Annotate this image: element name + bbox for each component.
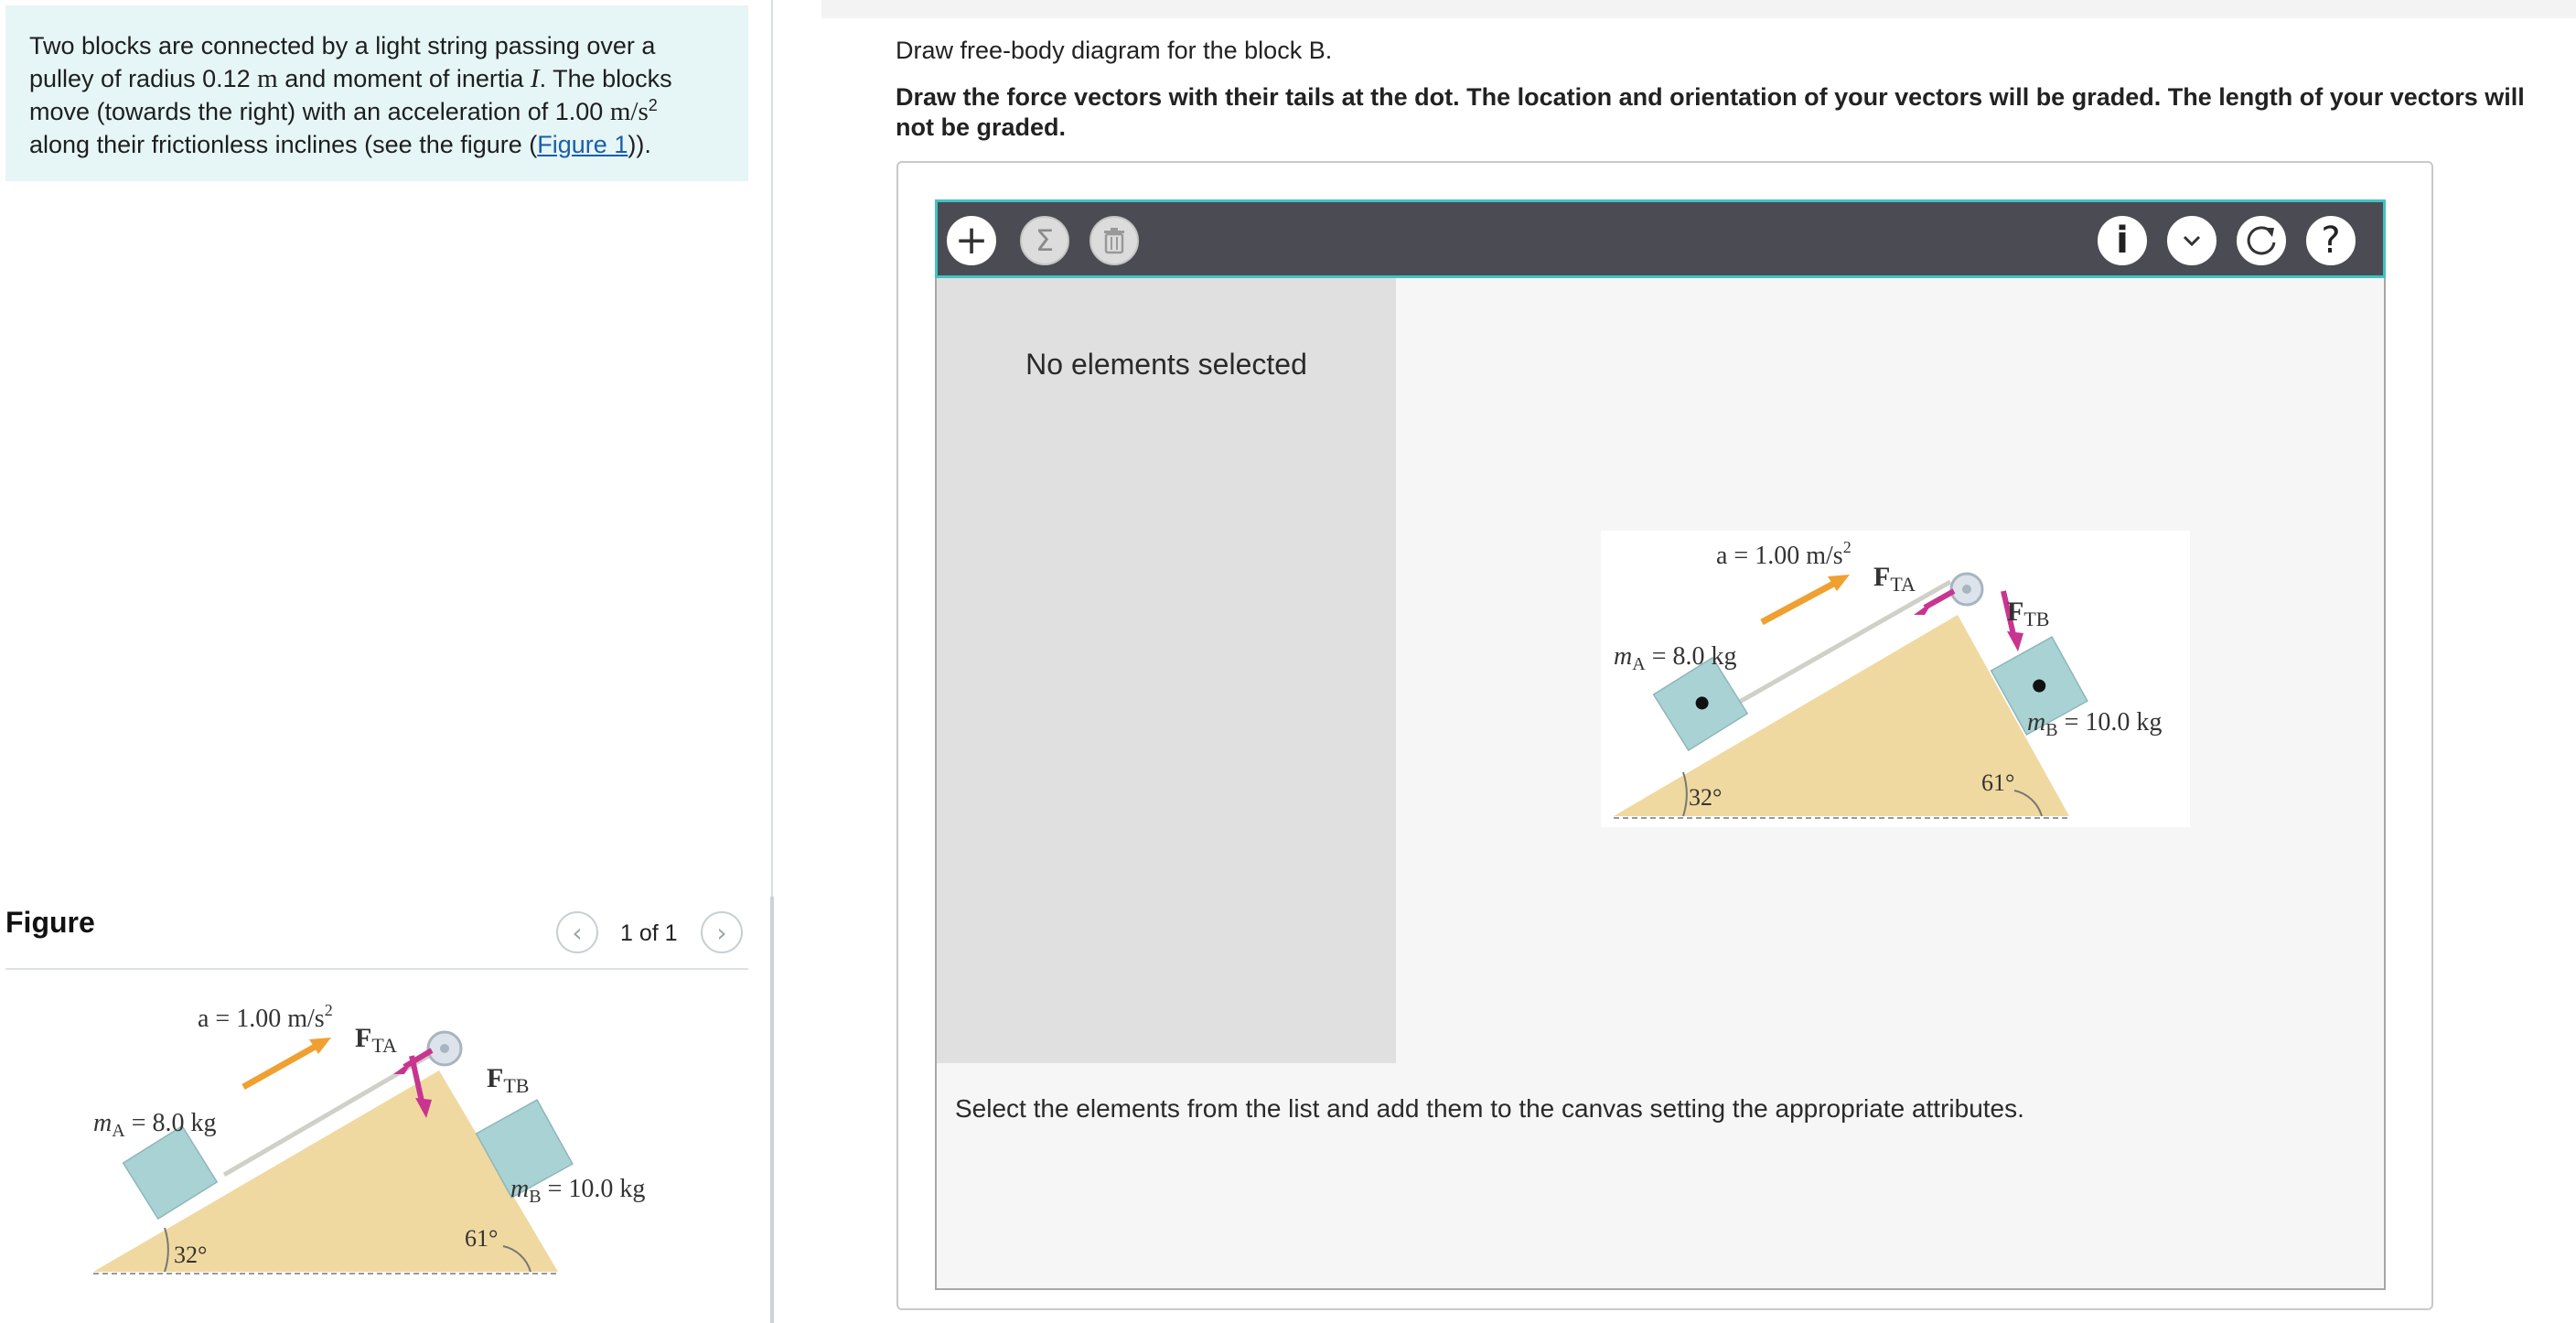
canvas-block-a (1654, 658, 1748, 750)
sum-vectors-button[interactable] (1020, 216, 1069, 265)
help-icon: ? (2321, 220, 2341, 262)
canvas-figure[interactable] (1601, 531, 2190, 827)
canvas-force-tb-label: $F_{TB}$ (2007, 597, 2050, 630)
task-instruction: Draw free-body diagram for the block B. (896, 37, 1333, 64)
plus-icon: + (954, 217, 989, 264)
menu-dropdown-button[interactable] (2167, 216, 2216, 265)
reset-button[interactable] (2237, 216, 2286, 265)
canvas-acceleration-label: a = 1.00 $m/s^2$ (1716, 538, 1852, 570)
help-button[interactable] (2306, 216, 2356, 265)
canvas-acceleration-arrow (1762, 582, 1837, 622)
no-selection-message: No elements selected (1025, 348, 1307, 381)
canvas-force-ta-label: $F_{TA}$ (1873, 562, 1916, 596)
accel-unit: m/s (609, 97, 649, 126)
canvas-angle-right-label: 61° (1981, 769, 2015, 796)
figure-heading: Figure (5, 906, 95, 939)
block-a (123, 1126, 218, 1219)
figure-link[interactable]: Figure 1 (537, 131, 628, 158)
add-element-button[interactable] (947, 216, 996, 265)
acceleration-label-text: a = 1.00 $m/s^2$ (198, 1001, 333, 1033)
mass-b-label: $m_B = 10.0$ kg (510, 1175, 646, 1207)
angle-right-label: 61° (465, 1225, 499, 1252)
canvas-mass-a-label: $m_A = 8.0$ kg (1614, 642, 1737, 674)
info-button[interactable] (2098, 216, 2147, 265)
incline-figure (73, 981, 695, 1292)
panel-divider-scrollbar[interactable] (770, 897, 774, 1323)
chevron-left-icon: ‹ (572, 917, 583, 948)
header-strip (821, 0, 2576, 18)
delete-button[interactable] (1089, 216, 1139, 265)
chevron-down-icon (2182, 234, 2202, 247)
properties-pane (937, 278, 1396, 1063)
reset-icon (2243, 222, 2280, 259)
acceleration-arrow (243, 1045, 318, 1087)
force-tb-label: $F_{TB}$ (487, 1063, 530, 1097)
canvas-angle-left-label: 32° (1689, 784, 1723, 811)
drawing-toolbar (935, 199, 2386, 278)
chevron-right-icon: › (716, 917, 727, 948)
sigma-icon: Σ (1035, 223, 1055, 258)
canvas-hint: Select the elements from the list and add them to the canvas setting the appropriate attributes. (955, 1094, 2024, 1123)
figure-divider (5, 968, 748, 970)
canvas-mass-b-label: $m_B = 10.0$ kg (2027, 708, 2163, 740)
mass-a-label: $m_A = 8.0$ kg (93, 1109, 217, 1141)
canvas-tension-b-arrowhead (2007, 631, 2023, 651)
trash-icon (1102, 227, 1126, 254)
info-icon: i (2116, 220, 2129, 262)
task-instruction-bold: Draw the force vectors with their tails at the dot. The location and orientation of your vectors will be graded. The length of your vectors will not be graded. (896, 83, 2525, 141)
inertia-symbol: I (530, 64, 540, 93)
figure-page-counter: 1 of 1 (620, 920, 678, 946)
next-figure-button[interactable] (701, 911, 743, 953)
problem-panel (0, 0, 772, 1323)
problem-statement: Two blocks are connected by a light string passing over a pulley of radius 0.12 m and moment of inertia I. The blocks move (towards the right) with an acceleration of 1.00 $m/s^2$ along their frictionless inclines (see the figure (Figure 1)). (5, 5, 748, 181)
force-ta-label: $F_{TA}$ (355, 1023, 397, 1057)
unit-meter: m (257, 64, 278, 93)
previous-figure-button[interactable] (556, 911, 598, 953)
angle-left-label: 32° (174, 1242, 208, 1268)
